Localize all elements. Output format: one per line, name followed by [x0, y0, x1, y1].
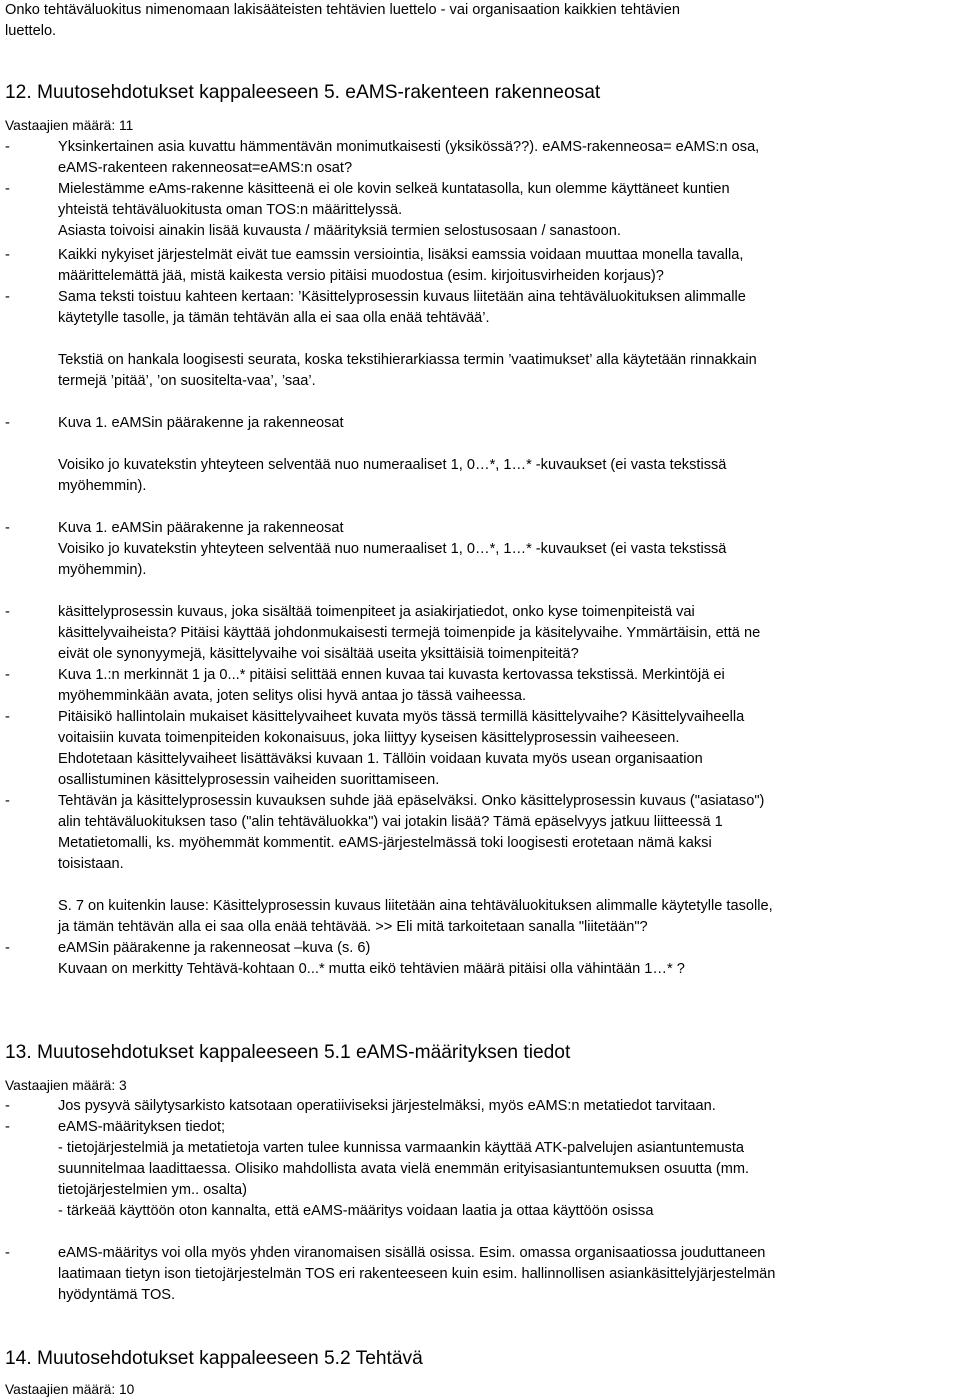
comment-line: Kuva 1.:n merkinnät 1 ja 0...* pitäisi selittää ennen kuvaa tai kuvasta kertovassa tekstissä. Merkintöjä ei	[58, 667, 725, 683]
comment-line: Metatietomalli, ks. myöhemmät kommentit. eAMS-järjestelmässä toki loogisesti erotetaan nämä kaksi	[58, 835, 712, 851]
bullet-dash: -	[5, 139, 10, 155]
comment-line: Kuva 1. eAMSin päärakenne ja rakenneosat	[58, 415, 344, 431]
comment-line: toisistaan.	[58, 856, 124, 872]
section-14-heading: 14. Muutosehdotukset kappaleeseen 5.2 Tehtävä	[5, 1348, 423, 1369]
comment-line: käsittelyprosessin kuvaus, joka sisältää toimenpiteet ja asiakirjatiedot, onko kyse toimenpiteistä vai	[58, 604, 695, 620]
comment-line: Pitäisikö hallintolain mukaiset käsittelyvaiheet kuvata myös tässä termillä käsittelyvaihe? Käsittelyvaiheella	[58, 709, 745, 725]
comment-line: osallistuminen käsittelyprosessin vaiheiden suorittamiseen.	[58, 772, 440, 788]
comment-line: käytetylle tasolle, ja tämän tehtävän alla ei saa olla enää tehtävää’.	[58, 310, 490, 326]
comment-line: myöhemmin).	[58, 562, 147, 578]
comment-line: Tehtävän ja käsittelyprosessin kuvauksen suhde jää epäselväksi. Onko käsittelyprosessin kuvaus ("asiataso")	[58, 793, 765, 809]
bullet-dash: -	[5, 1119, 10, 1135]
section-12-respondents: Vastaajien määrä: 11	[5, 118, 134, 133]
comment-line: S. 7 on kuitenkin lause: Käsittelyprosessin kuvaus liitetään aina tehtäväluokituksen alimmalle käytetylle tasolle,	[58, 898, 773, 914]
comment-line: eAMS-määritys voi olla myös yhden viranomaisen sisällä osissa. Esim. omassa organisaatiossa jouduttaneen	[58, 1245, 766, 1261]
bullet-dash: -	[5, 709, 10, 725]
bullet-dash: -	[5, 667, 10, 683]
bullet-dash: -	[5, 520, 10, 536]
comment-line: Asiasta toivoisi ainakin lisää kuvausta / määrityksiä termien selostusosaan / sanastoon.	[58, 223, 621, 239]
comment-line: Voisiko jo kuvatekstin yhteyteen selventää nuo numeraaliset 1, 0…*, 1…* -kuvaukset (ei vasta tekstissä	[58, 457, 727, 473]
section-13-respondents: Vastaajien määrä: 3	[5, 1078, 127, 1093]
intro-line: luettelo.	[5, 23, 57, 39]
comment-line: Kuvaan on merkitty Tehtävä-kohtaan 0...* mutta eikö tehtävien määrä pitäisi olla vähintään 1…* ?	[58, 961, 685, 977]
bullet-dash: -	[5, 247, 10, 263]
comment-line: Kuva 1. eAMSin päärakenne ja rakenneosat	[58, 520, 344, 536]
bullet-dash: -	[5, 181, 10, 197]
comment-line: myöhemmin).	[58, 478, 147, 494]
intro-line: Onko tehtäväluokitus nimenomaan lakisääteisten tehtävien luettelo - vai organisaation kaikkien tehtävien	[5, 2, 680, 18]
section-14-respondents: Vastaajien määrä: 10	[5, 1382, 135, 1397]
comment-line: Sama teksti toistuu kahteen kertaan: ’Käsittelyprosessin kuvaus liitetään aina tehtäväluokituksen alimmalle	[58, 289, 746, 305]
comment-line: yhteistä tehtäväluokitusta oman TOS:n määrittelyssä.	[58, 202, 403, 218]
section-12-heading: 12. Muutosehdotukset kappaleeseen 5. eAMS-rakenteen rakenneosat	[5, 82, 601, 103]
bullet-dash: -	[5, 793, 10, 809]
comment-line: termejä ’pitää’, ’on suositelta-vaa’, ’saa’.	[58, 373, 316, 389]
bullet-dash: -	[5, 415, 10, 431]
comment-line: alin tehtäväluokituksen taso ("alin tehtäväluokka") vai jotakin lisää? Tämä epäselvyys jatkuu liitteessä 1	[58, 814, 723, 830]
comment-line: Voisiko jo kuvatekstin yhteyteen selventää nuo numeraaliset 1, 0…*, 1…* -kuvaukset (ei vasta tekstissä	[58, 541, 727, 557]
comment-line: Mielestämme eAms-rakenne käsitteenä ei ole kovin selkeä kuntatasolla, kun olemme käyttäneet kuntien	[58, 181, 730, 197]
comment-line: Yksinkertainen asia kuvattu hämmentävän monimutkaisesti (yksikössä??). eAMS-rakenneosa= eAMS:n osa,	[58, 139, 760, 155]
comment-line: hyödyntämä TOS.	[58, 1287, 176, 1303]
comment-line: eAMSin päärakenne ja rakenneosat –kuva (s. 6)	[58, 940, 371, 956]
bullet-dash: -	[5, 289, 10, 305]
comment-line: Jos pysyvä säilytysarkisto katsotaan operatiiviseksi järjestelmäksi, myös eAMS:n metatiedot tarvitaan.	[58, 1098, 716, 1114]
comment-line: myöhemminkään avata, joten selitys olisi hyvä antaa jo tässä vaiheessa.	[58, 688, 527, 704]
comment-line: - tietojärjestelmiä ja metatietoja varten tulee kunnissa varmaankin käyttää ATK-palvelujen asiantuntemusta	[58, 1140, 744, 1156]
comment-line: voitaisiin kuvata toimenpiteiden kokonaisuus, joka liittyy kyseisen käsittelyprosessin vaiheeseen.	[58, 730, 680, 746]
comment-line: Ehdotetaan käsittelyvaiheet lisättäväksi kuvaan 1. Tällöin voidaan kuvata myös usean organisaation	[58, 751, 703, 767]
comment-line: eAMS-määrityksen tiedot;	[58, 1119, 226, 1135]
comment-line: tietojärjestelmien ym.. osalta)	[58, 1182, 247, 1198]
bullet-dash: -	[5, 604, 10, 620]
bullet-dash: -	[5, 940, 10, 956]
section-13-heading: 13. Muutosehdotukset kappaleeseen 5.1 eAMS-määrityksen tiedot	[5, 1042, 571, 1063]
bullet-dash: -	[5, 1245, 10, 1261]
comment-line: eAMS-rakenteen rakenneosat=eAMS:n osat?	[58, 160, 353, 176]
comment-line: - tärkeää käyttöön oton kannalta, että eAMS-määritys voidaan laatia ja ottaa käyttöön osissa	[58, 1203, 654, 1219]
comment-line: määrittelemättä jää, mistä kaikesta versio pitäisi muodostua (esim. kirjoitusvirheiden korjaus)?	[58, 268, 664, 284]
comment-line: käsittelyvaiheista? Pitäisi käyttää johdonmukaisesti termejä toimenpide ja käsitelyvaihe. Ymmärtäisin, että ne	[58, 625, 761, 641]
comment-line: suunnitelmaa laadittaessa. Olisiko mahdollista avata vielä enemmän erityisasiantuntemuksen osuutta (mm.	[58, 1161, 750, 1177]
bullet-dash: -	[5, 1098, 10, 1114]
comment-line: ja tämän tehtävän alla ei saa olla enää tehtävää. >> Eli mitä tarkoitetaan sanalla "liitetään"?	[58, 919, 648, 935]
comment-line: laatimaan tietyn ison tietojärjestelmän TOS eri rakenteeseen kuin esim. hallinnollisen asiankäsittelyjärjestelmän	[58, 1266, 776, 1282]
comment-line: Kaikki nykyiset järjestelmät eivät tue eamssin versiointia, lisäksi eamssia voidaan muuttaa monella tavalla,	[58, 247, 744, 263]
comment-line: eivät ole synonyymejä, käsittelyvaihe voi sisältää useita yksittäisiä toimenpiteitä?	[58, 646, 579, 662]
comment-line: Tekstiä on hankala loogisesti seurata, koska tekstihierarkiassa termin ’vaatimukset’ alla käytetään rinnakkain	[58, 352, 757, 368]
